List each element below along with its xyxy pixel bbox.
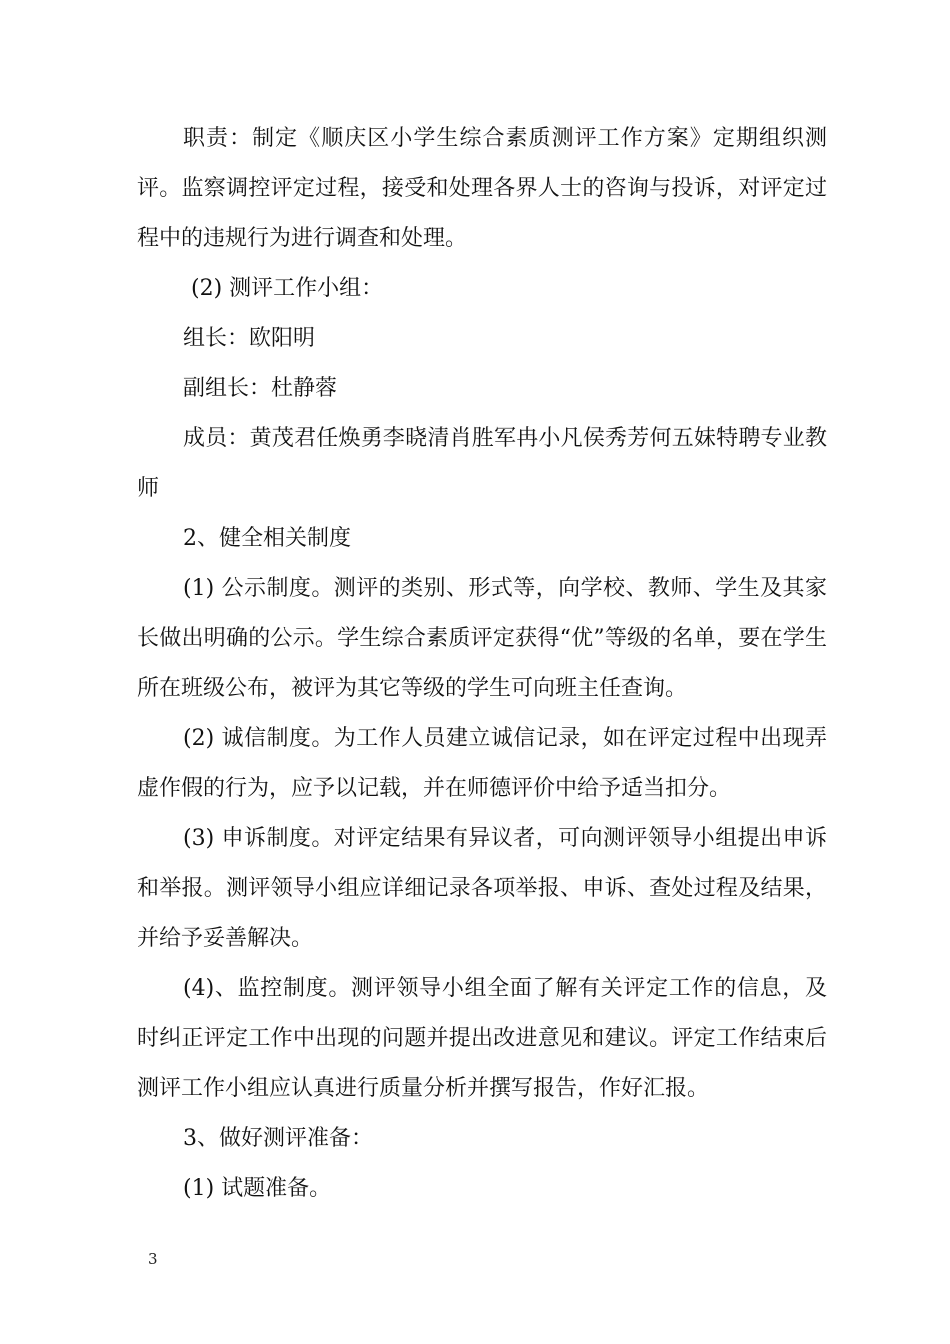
paragraph-integrity-system: (2) 诚信制度。为工作人员建立诚信记录，如在评定过程中出现弄虚作假的行为，应予以记载，并在师德评价中给予适当扣分。 <box>137 726 827 801</box>
paragraph-section-2-heading: 2、健全相关制度 <box>183 526 351 551</box>
paragraph-members: 成员：黄茂君任焕勇李晓清肖胜军冉小凡侯秀芳何五妹特聘专业教师 <box>137 426 827 501</box>
paragraph-responsibilities: 职责：制定《顺庆区小学生综合素质测评工作方案》定期组织测评。监察调控评定过程，接受和处理各界人士的咨询与投诉，对评定过程中的违规行为进行调查和处理。 <box>137 126 827 251</box>
paragraph-test-preparation: (1) 试题准备。 <box>183 1176 332 1201</box>
paragraph-deputy-leader: 副组长：杜静蓉 <box>183 376 338 401</box>
paragraph-publicity-system: (1) 公示制度。测评的类别、形式等，向学校、教师、学生及其家长做出明确的公示。学生综合素质评定获得“优”等级的名单，要在学生所在班级公布，被评为其它等级的学生可向班主任查询。 <box>137 576 827 701</box>
paragraph-monitoring-system: (4)、监控制度。测评领导小组全面了解有关评定工作的信息，及时纠正评定工作中出现的问题并提出改进意见和建议。评定工作结束后测评工作小组应认真进行质量分析并撰写报告，作好汇报。 <box>137 976 827 1101</box>
paragraph-section-3-heading: 3、做好测评准备： <box>183 1126 373 1151</box>
paragraph-working-group-heading: (2) 测评工作小组： <box>191 276 384 301</box>
paragraph-group-leader: 组长：欧阳明 <box>183 326 316 351</box>
page-number: 3 <box>148 1250 158 1268</box>
document-body <box>137 114 827 1214</box>
paragraph-appeal-system: (3) 申诉制度。对评定结果有异议者，可向测评领导小组提出申诉和举报。测评领导小组应详细记录各项举报、申诉、查处过程及结果，并给予妥善解决。 <box>137 826 827 951</box>
